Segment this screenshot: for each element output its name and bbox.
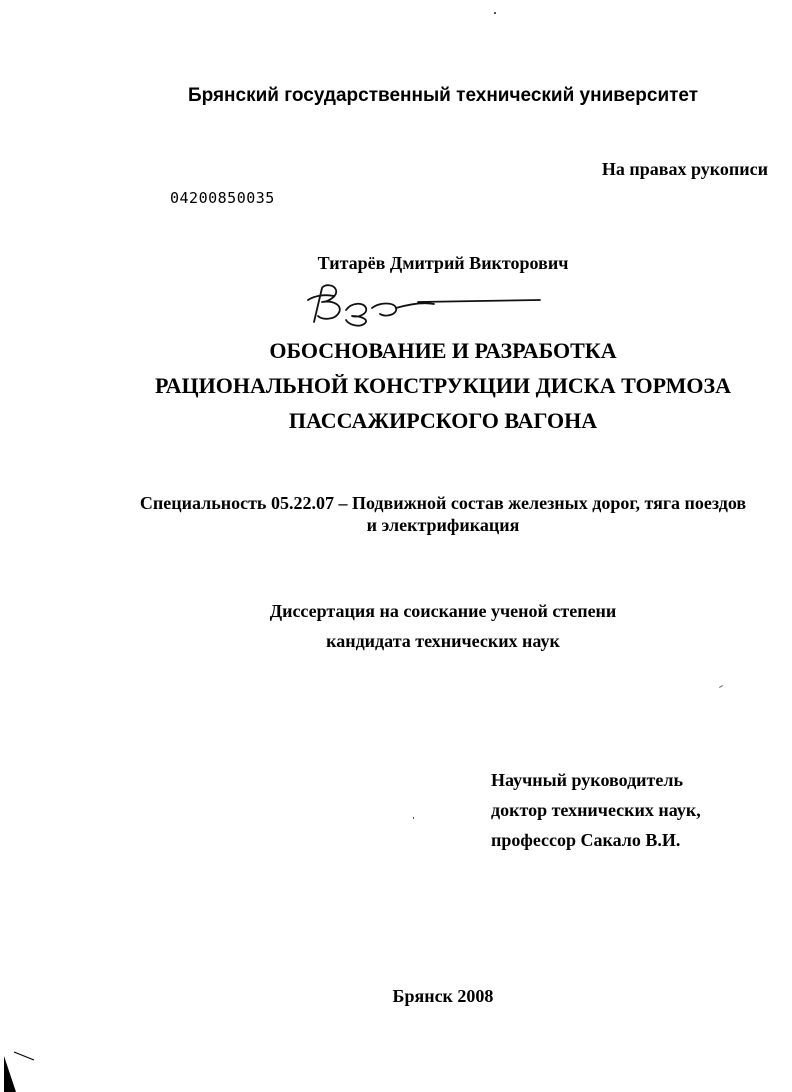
specialty-line: Специальность 05.22.07 – Подвижной состав железных дорог, тяга поездов <box>139 493 747 513</box>
degree-line: Диссертация на соискание ученой степени <box>269 601 617 621</box>
city-year: Брянск 2008 <box>392 986 494 1006</box>
supervisor-line: доктор технических наук, <box>491 800 701 820</box>
author-name: Титарёв Дмитрий Викторович <box>317 253 569 273</box>
scan-speck <box>719 685 723 688</box>
supervisor-block <box>491 765 701 855</box>
supervisor-line: Научный руководитель <box>491 770 683 790</box>
specialty-block <box>100 492 786 536</box>
title-line: РАЦИОНАЛЬНОЙ КОНСТРУКЦИИ ДИСКА ТОРМОЗА <box>154 373 731 398</box>
scan-speck <box>494 12 496 14</box>
dissertation-title <box>0 333 792 438</box>
university-name: Брянский государственный технический университет <box>187 85 699 106</box>
title-line: ОБОСНОВАНИЕ И РАЗРАБОТКА <box>269 338 617 363</box>
scan-speck <box>413 817 414 819</box>
registration-number: 04200850035 <box>170 189 275 207</box>
specialty-line: и электрификация <box>366 515 520 535</box>
manuscript-rights-label: На правах рукописи <box>601 159 768 179</box>
degree-block <box>0 596 792 656</box>
supervisor-line: профессор Сакало В.И. <box>491 830 681 850</box>
title-line: ПАССАЖИРСКОГО ВАГОНА <box>288 408 598 433</box>
handwritten-signature <box>300 280 550 330</box>
degree-line: кандидата технических наук <box>326 631 560 651</box>
scan-edge-mark <box>0 1044 40 1092</box>
